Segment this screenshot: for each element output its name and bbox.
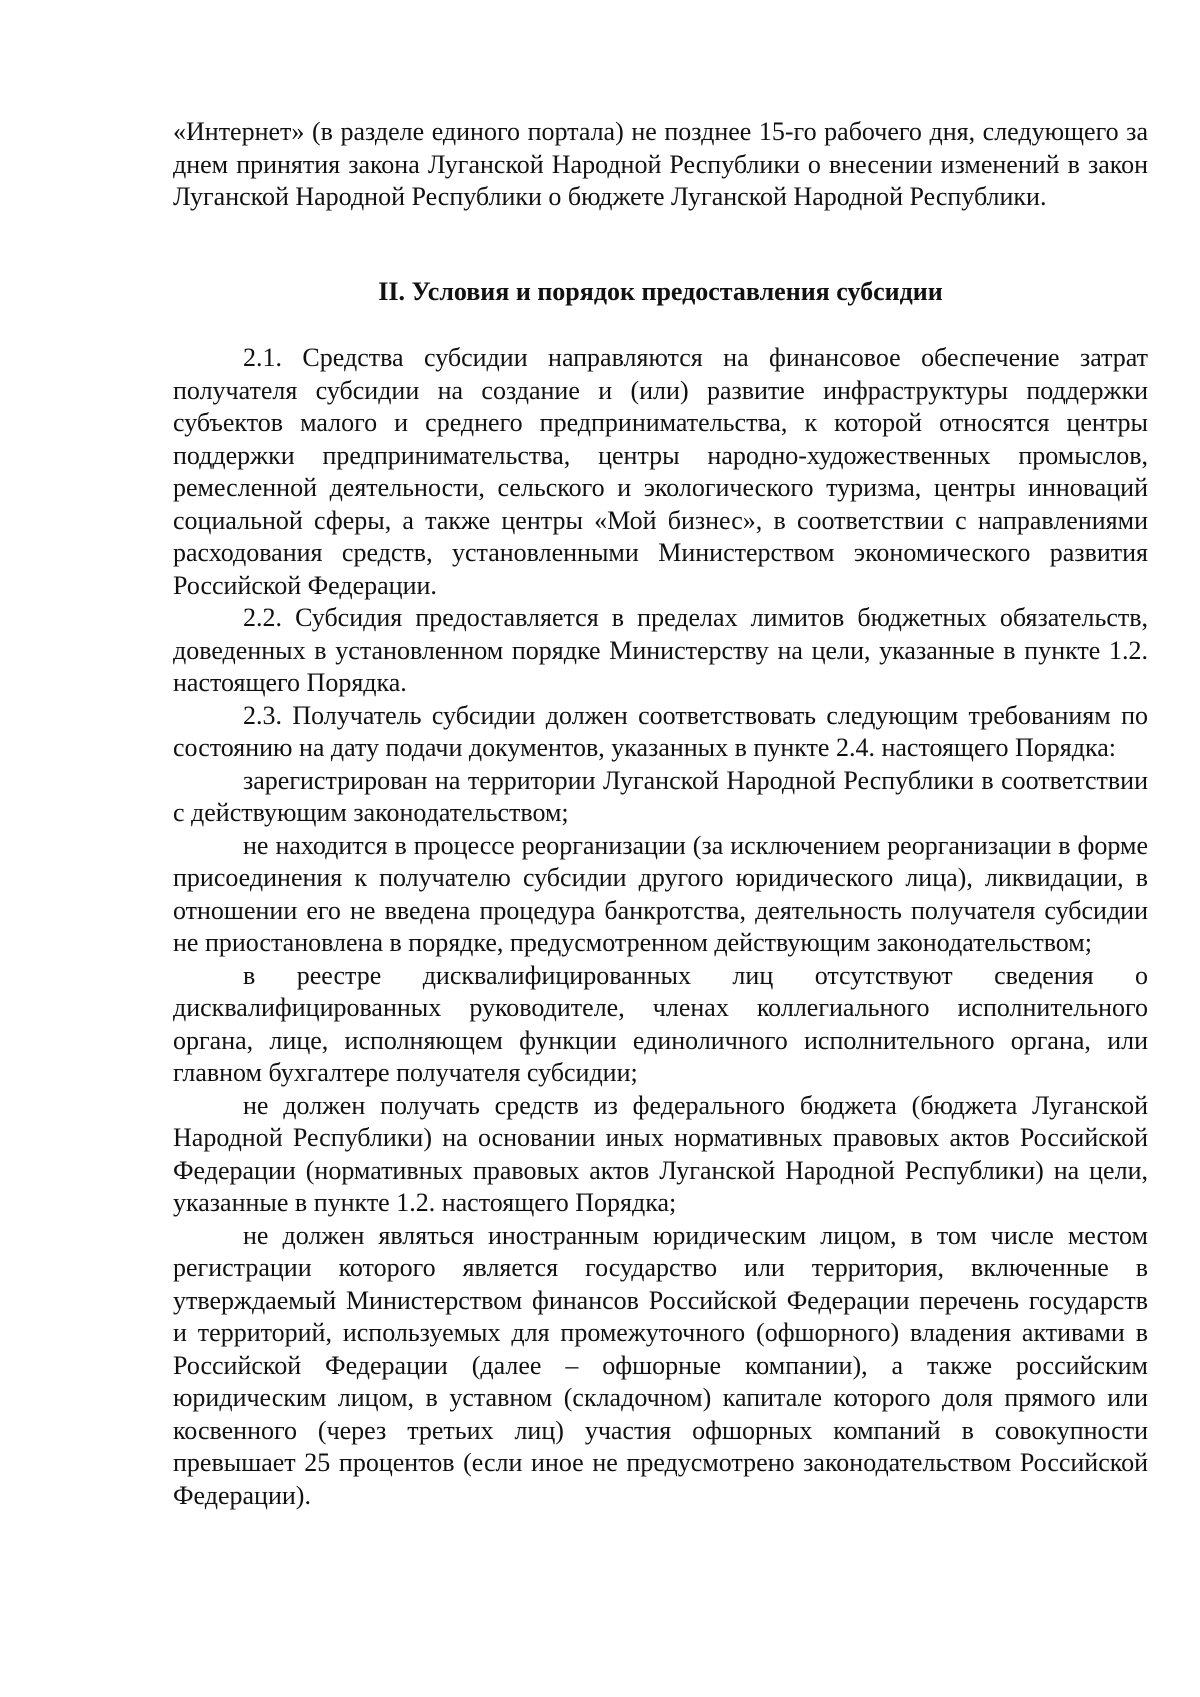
intro-paragraph: «Интернет» (в разделе единого портала) не позднее 15-го рабочего дня, следующего за днем принятия закона Луганской Народной Республики о внесении изменений в закон Луганской Народной Республики о бюджете Луганской Народной Республики.: [173, 117, 1148, 211]
section-heading: II. Условия и порядок предоставления субсидии: [378, 277, 943, 306]
requirement-no-federal-funds: не должен получать средств из федерального бюджета (бюджета Луганской Народной Республики) на основании иных нормативных правовых актов Российской Федерации (нормативных правовых актов Луганской Народной Республики) на цели, указанные в пункте 1.2. настоящего Порядка;: [173, 1090, 1148, 1217]
requirement-not-foreign-entity: не должен являться иностранным юридическим лицом, в том числе местом регистрации которого является государство или территория, включенные в утверждаемый Министерством финансов Российской Федерации перечень государств и территорий, используемых для промежуточного (офшорного) владения активами в Российской Федерации (далее – офшорные компании), а также российским юридическим лицом, в уставном (складочном) капитале которого доля прямого или косвенного (через третьих лиц) участия офшорных компаний в совокупности превышает 25 процентов (если иное не предусмотрено законодательством Российской Федерации).: [173, 1220, 1148, 1510]
paragraph-2-3: 2.3. Получатель субсидии должен соответствовать следующим требованиям по состоянию на дату подачи документов, указанных в пункте 2.4. настоящего Порядка:: [173, 700, 1148, 762]
requirement-no-reorganization: не находится в процессе реорганизации (за исключением реорганизации в форме присоединения к получателю субсидии другого юридического лица), ликвидации, в отношении его не введена процедура банкротства, деятельность получателя субсидии не приостановлена в порядке, предусмотренном действующим законодательством;: [173, 830, 1148, 957]
paragraph-2-2: 2.2. Субсидия предоставляется в пределах лимитов бюджетных обязательств, доведенных в установленном порядке Министерству на цели, указанные в пункте 1.2. настоящего Порядка.: [173, 603, 1148, 697]
requirement-registered: зарегистрирован на территории Луганской Народной Республики в соответствии с действующим законодательством;: [173, 765, 1148, 827]
requirement-no-disqualified: в реестре дисквалифицированных лиц отсутствуют сведения о дисквалифицированных руководителе, членах коллегиального исполнительного органа, лице, исполняющем функции единоличного исполнительного органа, или главном бухгалтере получателя субсидии;: [173, 960, 1148, 1087]
paragraph-2-1: 2.1. Средства субсидии направляются на финансовое обеспечение затрат получателя субсидии на создание и (или) развитие инфраструктуры поддержки субъектов малого и среднего предпринимательства, к которой относятся центры поддержки предпринимательства, центры народно-художественных промыслов, ремесленной деятельности, сельского и экологического туризма, центры инноваций социальной сферы, а также центры «Мой бизнес», в соответствии с направлениями расходования средств, установленными Министерством экономического развития Российской Федерации.: [173, 343, 1148, 600]
section-body: [173, 342, 1148, 1512]
intro-text: [173, 116, 1148, 214]
